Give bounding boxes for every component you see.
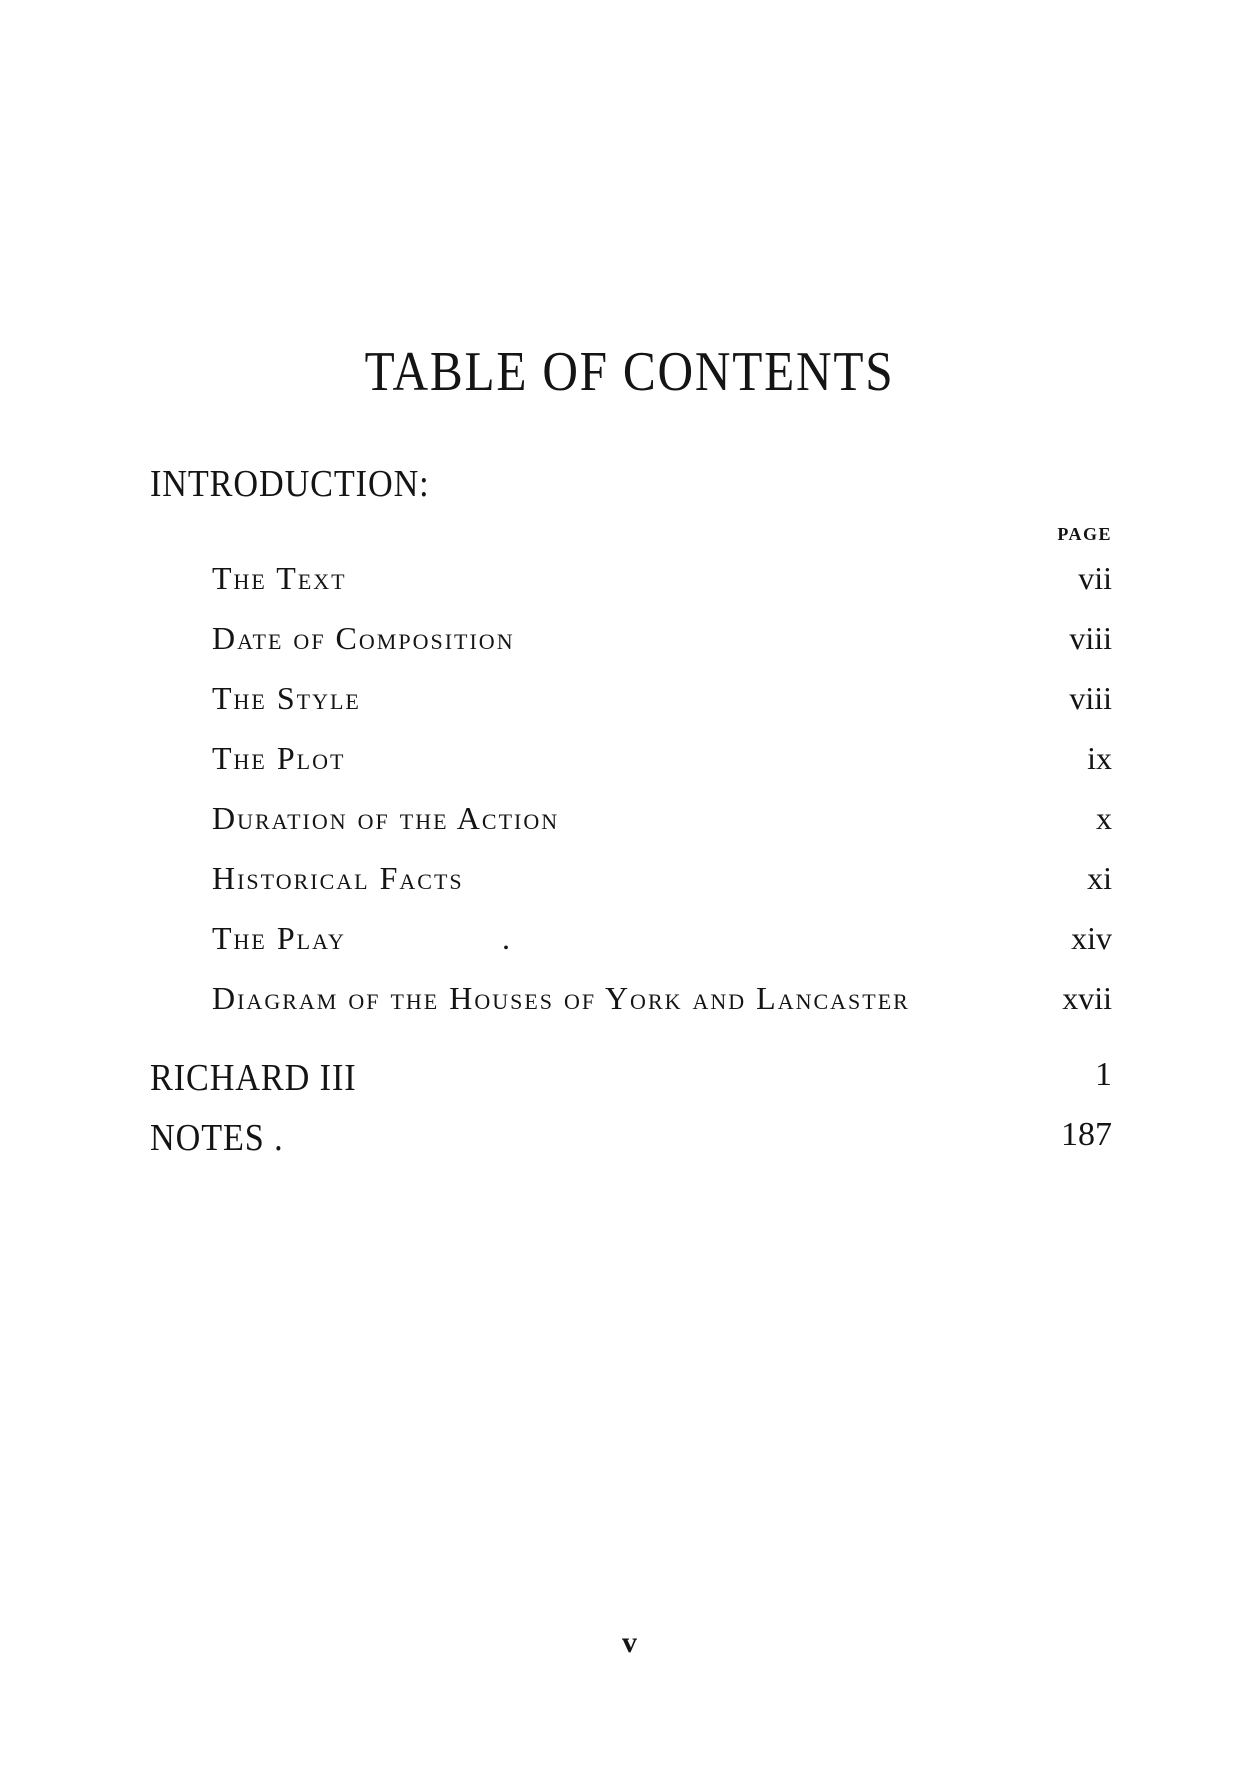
toc-entry-label: Historical Facts	[212, 860, 464, 896]
toc-entry-label: The Play	[212, 920, 346, 956]
toc-entry-diagram-of-houses	[212, 980, 1112, 1024]
toc-entry-the-plot	[212, 740, 1112, 784]
toc-entry-label: Date of Composition	[212, 620, 515, 656]
toc-entry-label: The Style	[212, 680, 361, 716]
toc-entry-page: 187	[1061, 1116, 1112, 1153]
toc-entry-page: viii	[1069, 620, 1112, 656]
toc-entry-page: xvii	[1062, 980, 1112, 1016]
toc-entry-label: Diagram of the Houses of York and Lancaster	[212, 980, 910, 1016]
toc-entry-page: xi	[1087, 860, 1112, 896]
toc-entry-label: The Text	[212, 560, 347, 596]
toc-entry-label: The Plot	[212, 740, 346, 776]
introduction-heading: INTRODUCTION:	[150, 463, 430, 505]
toc-entry-the-text	[212, 560, 1112, 604]
toc-entry-the-style	[212, 680, 1112, 724]
toc-entry-notes	[150, 1116, 1112, 1164]
toc-entry-page: x	[1096, 800, 1112, 836]
page-column-label: PAGE	[1057, 524, 1112, 544]
toc-entry-date-of-composition	[212, 620, 1112, 664]
toc-entry-label: NOTES .	[150, 1117, 284, 1159]
toc-entry-label: RICHARD III	[150, 1057, 357, 1099]
page-folio: v	[622, 1626, 637, 1659]
toc-entry-duration-of-the-action	[212, 800, 1112, 844]
toc-entry-page: viii	[1069, 680, 1112, 716]
toc-entry-page: 1	[1095, 1056, 1112, 1093]
toc-entry-richard-iii	[150, 1056, 1112, 1104]
toc-entry-page: xiv	[1071, 920, 1112, 956]
toc-entry-page: ix	[1087, 740, 1112, 776]
toc-entry-historical-facts	[212, 860, 1112, 904]
toc-entry-label: Duration of the Action	[212, 800, 560, 836]
toc-entry-the-play	[212, 920, 1112, 964]
toc-entry-page: vii	[1078, 560, 1112, 596]
page-title: TABLE OF CONTENTS	[364, 341, 895, 403]
toc-entry-leader-dot: .	[502, 920, 510, 956]
